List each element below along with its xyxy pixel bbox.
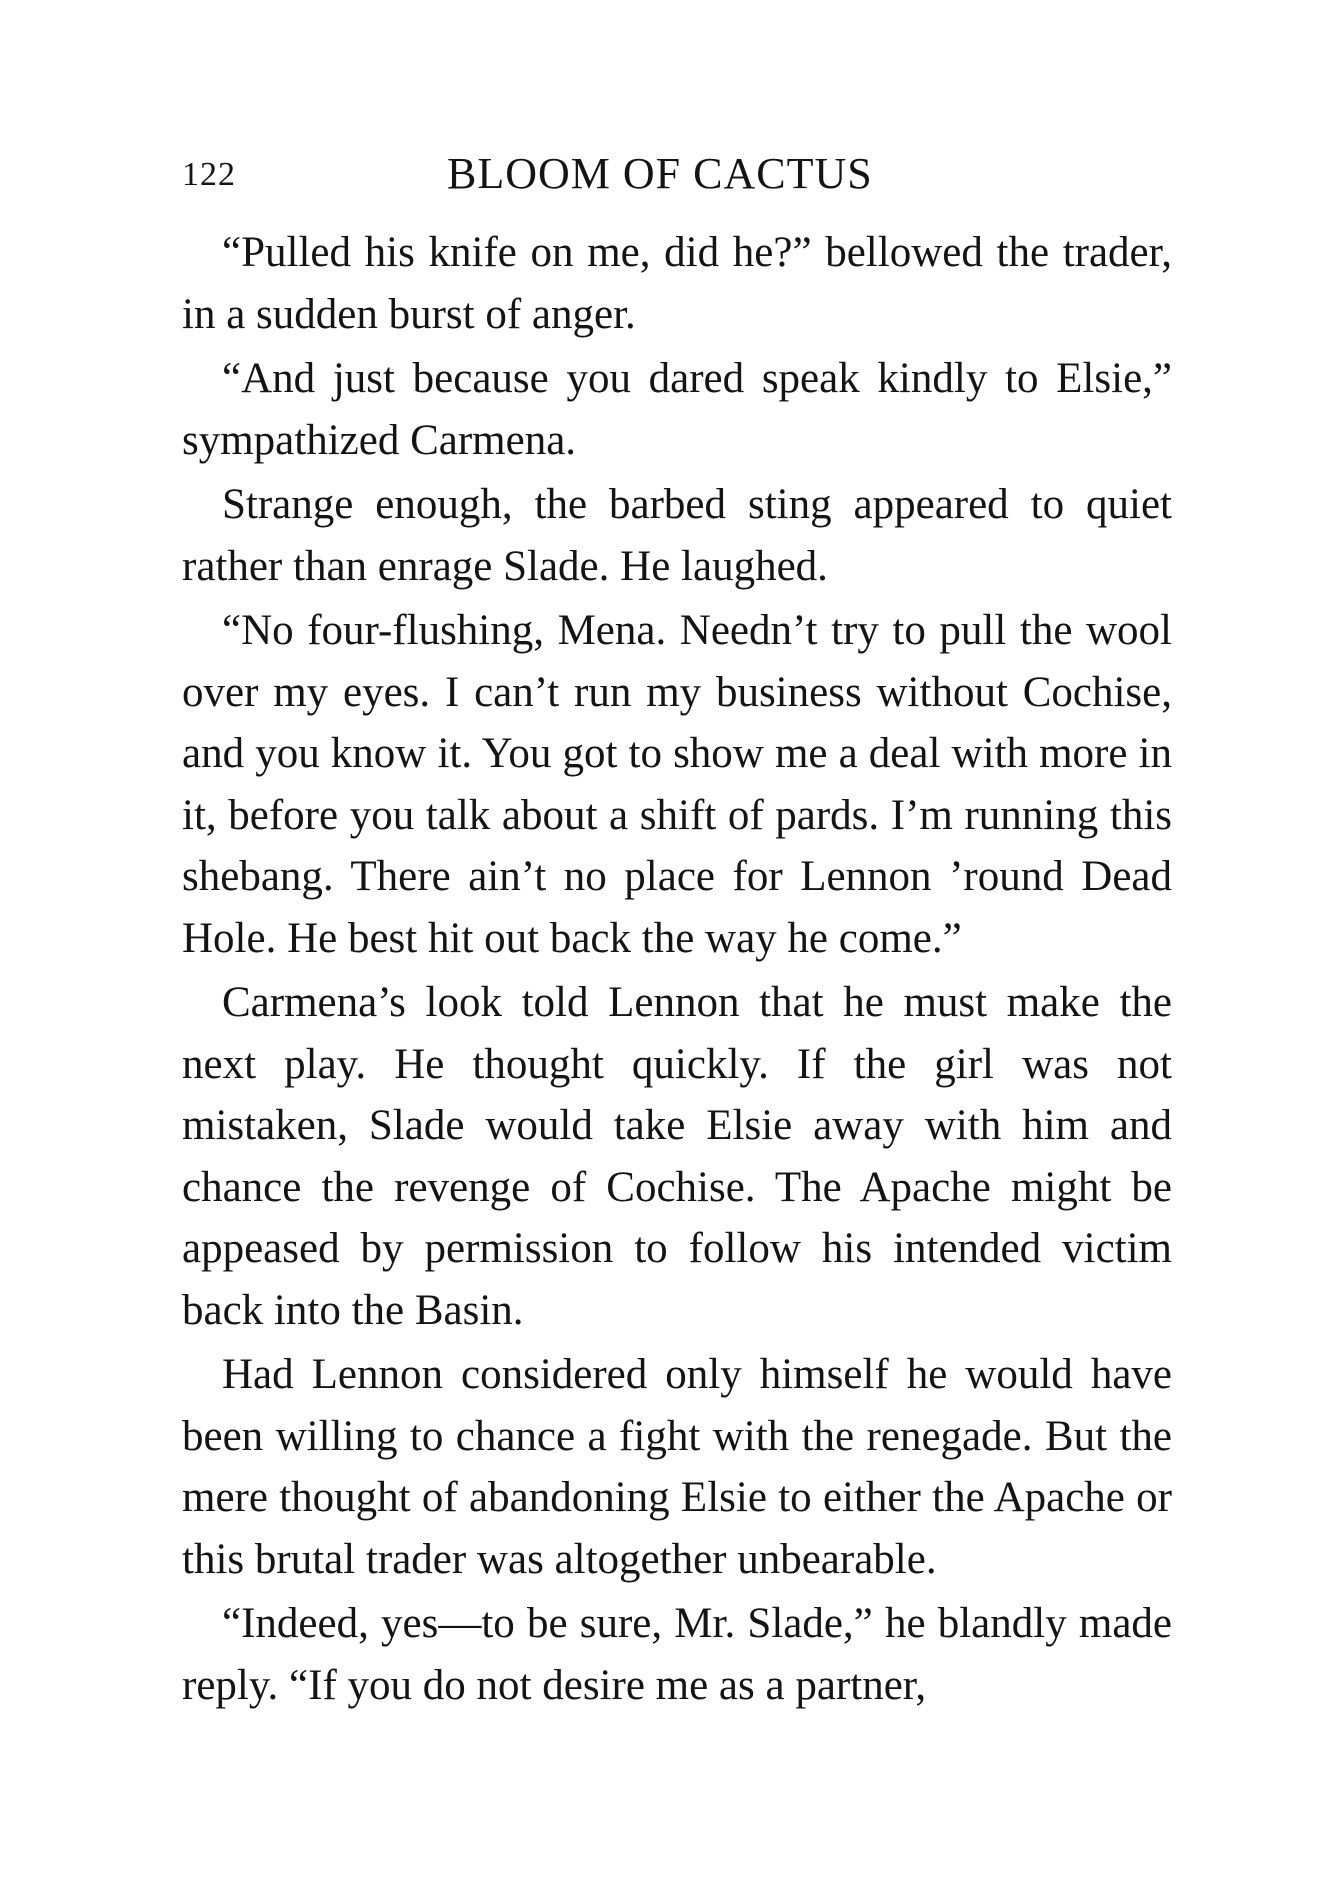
paragraph-3: Strange enough, the barbed sting appeared to quiet rather than enrage Slade. He laughed. xyxy=(182,481,1172,590)
page-number: 122 xyxy=(182,156,236,193)
body-text xyxy=(182,222,1172,1719)
paragraph-2: “And just because you dared speak kindly to Elsie,” sympathized Carmena. xyxy=(182,355,1172,464)
running-head xyxy=(182,148,1172,202)
paragraph-7: “Indeed, yes—to be sure, Mr. Slade,” he blandly made reply. “If you do not desire me as a partner, xyxy=(182,1600,1172,1709)
paragraph-1: “Pulled his knife on me, did he?” bellowed the trader, in a sudden burst of anger. xyxy=(182,229,1172,338)
paragraph-4: “No four-flushing, Mena. Needn’t try to pull the wool over my eyes. I can’t run my business without Cochise, and you know it. You got to show me a deal with more in it, before you talk about a shift of pards. I’m running this shebang. There ain’t no place for Lennon ’round Dead Hole. He best hit out back the way he come.” xyxy=(182,607,1172,962)
book-title: BLOOM OF CACTUS xyxy=(447,149,873,198)
paragraph-6: Had Lennon considered only himself he would have been willing to chance a fight with the renegade. But the mere thought of abandoning Elsie to either the Apache or this brutal trader was altogether unbearable. xyxy=(182,1351,1172,1583)
paragraph-5: Carmena’s look told Lennon that he must make the next play. He thought quickly. If the girl was not mistaken, Slade would take Elsie away with him and chance the revenge of Cochise. The Apache might be appeased by permission to follow his intended victim back into the Basin. xyxy=(182,979,1172,1334)
